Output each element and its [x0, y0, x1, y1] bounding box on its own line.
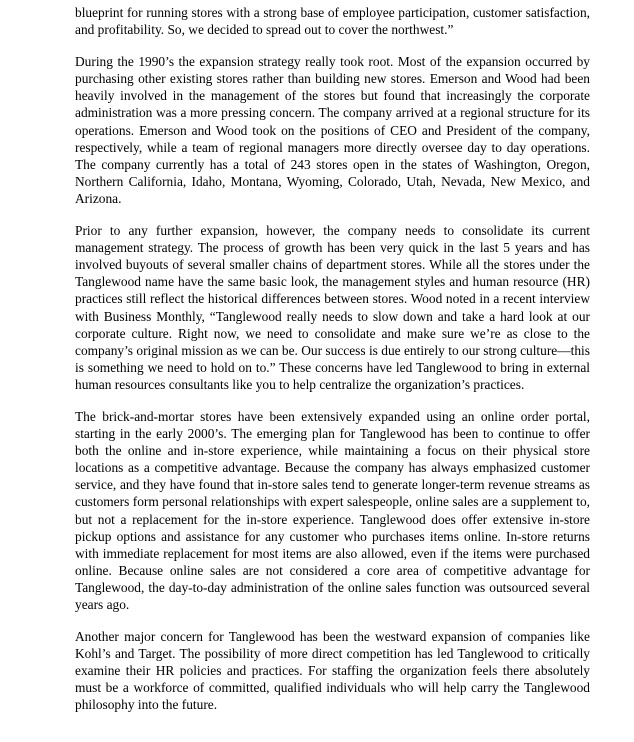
document-page: [75, 4, 590, 729]
paragraph-1990s-expansion: During the 1990’s the expansion strategy really took root. Most of the expansion occurred by purchasing other existing stores rather than building new stores. Emerson and Wood had been heavily involved in the management of the stores but found that increasingly the corporate administration was a more pressing concern. The company arrived at a regional structure for its operations. Emerson and Wood took on the positions of CEO and President of the company, respectively, while a team of regional managers more directly oversee day to day operations. The company currently has a total of 243 stores open in the states of Washington, Oregon, Northern California, Idaho, Montana, Wyoming, Colorado, Utah, Nevada, New Mexico, and Arizona.: [75, 54, 590, 206]
paragraph-management-consolidation: Prior to any further expansion, however, the company needs to consolidate its current management strategy. The process of growth has been very quick in the last 5 years and has involved buyouts of several smaller chains of department stores. While all the stores under the Tanglewood name have the same basic look, the management styles and human resource (HR) practices still reflect the historical differences between stores. Wood noted in a recent interview with Business Monthly, “Tanglewood really needs to slow down and take a hard look at our corporate culture. Right now, we need to consolidate and make sure we’re as close to the company’s original mission as we can be. Our success is due entirely to our strong culture—this is something we need to hold on to.” These concerns have led Tanglewood to bring in external human resources consultants like you to help centralize the organization’s practices.: [75, 223, 590, 392]
paragraph-mission-quote-ending: blueprint for running stores with a strong base of employee participation, customer satisfaction, and profitability. So, we decided to spread out to cover the northwest.”: [75, 5, 590, 38]
paragraph-competition-concern: Another major concern for Tanglewood has been the westward expansion of companies like Kohl’s and Target. The possibility of more direct competition has led Tanglewood to critically examine their HR policies and practices. For staffing the organization feels there absolutely must be a workforce of committed, qualified individuals who will help carry the Tanglewood philosophy into the future.: [75, 629, 590, 713]
paragraph-online-portal: The brick-and-mortar stores have been extensively expanded using an online order portal, starting in the early 2000’s. The emerging plan for Tanglewood has been to continue to offer both the online and in-store experience, while maintaining a focus on their physical store locations as a competitive advantage. Because the company has always emphasized customer service, and they have found that in-store sales tend to generate longer-term revenue streams as customers form personal relationships with expert salespeople, online sales are a supplement to, but not a replacement for the in-store experience. Tanglewood does offer extensive in-store pickup options and assistance for any customer who purchases items online. In-store returns with immediate replacement for most items are also allowed, even if the items were purchased online. Because online sales are not considered a core area of competitive advantage for Tanglewood, the day-to-day administration of the online sales function was outsourced several years ago.: [75, 408, 590, 612]
